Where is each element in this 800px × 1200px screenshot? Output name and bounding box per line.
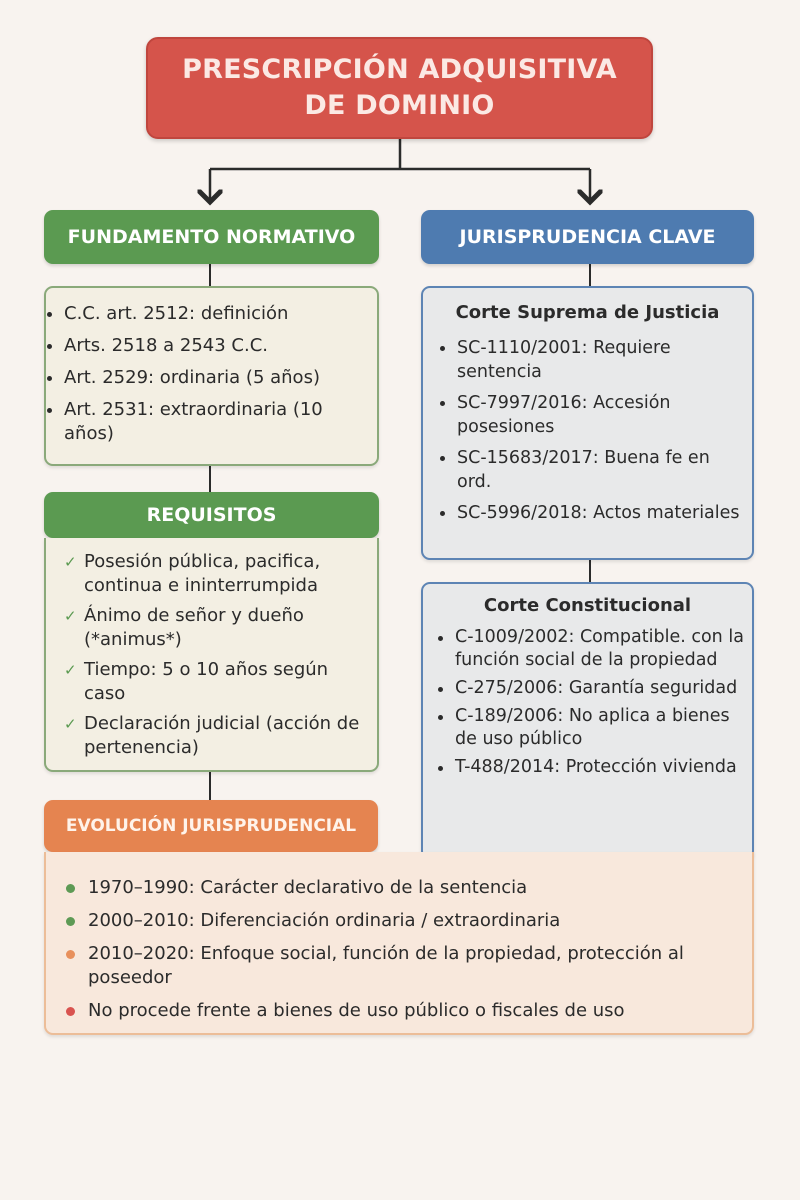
check-icon: ✓ [64, 553, 77, 571]
timeline-dot-icon [66, 1007, 75, 1016]
csj-item: SC-15683/2017: Buena fe en ord. [457, 446, 747, 494]
check-icon: ✓ [64, 715, 77, 733]
cc-list [455, 626, 745, 784]
jurisprudencia-header: JURISPRUDENCIA CLAVE [421, 210, 754, 264]
timeline-dot-icon [66, 950, 75, 959]
evolucion-text: No procede frente a bienes de uso público o fiscales de uso [88, 1000, 625, 1021]
cc-item: C-1009/2002: Compatible. con la función social de la propiedad [455, 627, 744, 670]
requisito-item [64, 658, 374, 706]
evolucion-item [88, 909, 728, 933]
fundamento-list [64, 302, 374, 454]
requisito-item [64, 712, 374, 760]
cc-item: C-275/2006: Garantía seguridad [455, 677, 745, 700]
csj-item: SC-7997/2016: Accesión posesiones [457, 391, 747, 439]
timeline-dot-icon [66, 917, 75, 926]
fundamento-item: Art. 2531: extraordinaria (10 años) [64, 398, 374, 446]
requisito-item [64, 550, 374, 598]
timeline-dot-icon [66, 884, 75, 893]
fundamento-item: Arts. 2518 a 2543 C.C. [64, 334, 374, 358]
evolucion-item [88, 942, 728, 990]
main-title-line1: PRESCRIPCIÓN ADQUISITIVA [182, 54, 617, 85]
main-title-line2: DE DOMINIO [304, 90, 495, 121]
csj-list [457, 336, 747, 532]
fundamento-item: Art. 2529: ordinaria (5 años) [64, 366, 374, 390]
csj-title: Corte Suprema de Justicia [455, 302, 720, 323]
requisitos-list [64, 550, 374, 766]
cc-title: Corte Constitucional [483, 595, 692, 616]
connector-title-split [210, 139, 590, 169]
requisito-text: Posesión pública, pacifica, continua e ininterrumpida [84, 551, 321, 596]
evolucion-item [88, 999, 728, 1023]
requisito-text: Declaración judicial (acción de pertenencia) [84, 713, 360, 758]
fundamento-item: C.C. art. 2512: definición [64, 302, 374, 326]
evolucion-text: 2010–2020: Enfoque social, función de la propiedad, protección al poseedor [88, 943, 684, 988]
check-icon: ✓ [64, 661, 77, 679]
evolucion-header: EVOLUCIÓN JURISPRUDENCIAL [44, 800, 378, 852]
requisito-text: Tiempo: 5 o 10 años según caso [84, 659, 329, 704]
fundamento-header: FUNDAMENTO NORMATIVO [44, 210, 379, 264]
requisitos-header: REQUISITOS [44, 492, 379, 538]
requisito-text: Ánimo de señor y dueño (*animus*) [84, 605, 304, 650]
cc-item: C-189/2006: No aplica a bienes de uso público [455, 705, 745, 751]
main-title-box [146, 37, 653, 139]
check-icon: ✓ [64, 607, 77, 625]
evolucion-text: 2000–2010: Diferenciación ordinaria / extraordinaria [88, 910, 561, 931]
csj-item: SC-1110/2001: Requiere sentencia [457, 336, 747, 384]
evolucion-item [88, 876, 728, 900]
requisito-item [64, 604, 374, 652]
evolucion-list [88, 876, 728, 1032]
evolucion-text: 1970–1990: Carácter declarativo de la sentencia [88, 877, 528, 898]
csj-item: SC-5996/2018: Actos materiales [457, 501, 747, 525]
cc-item: T-488/2014: Protección vivienda [455, 756, 745, 779]
